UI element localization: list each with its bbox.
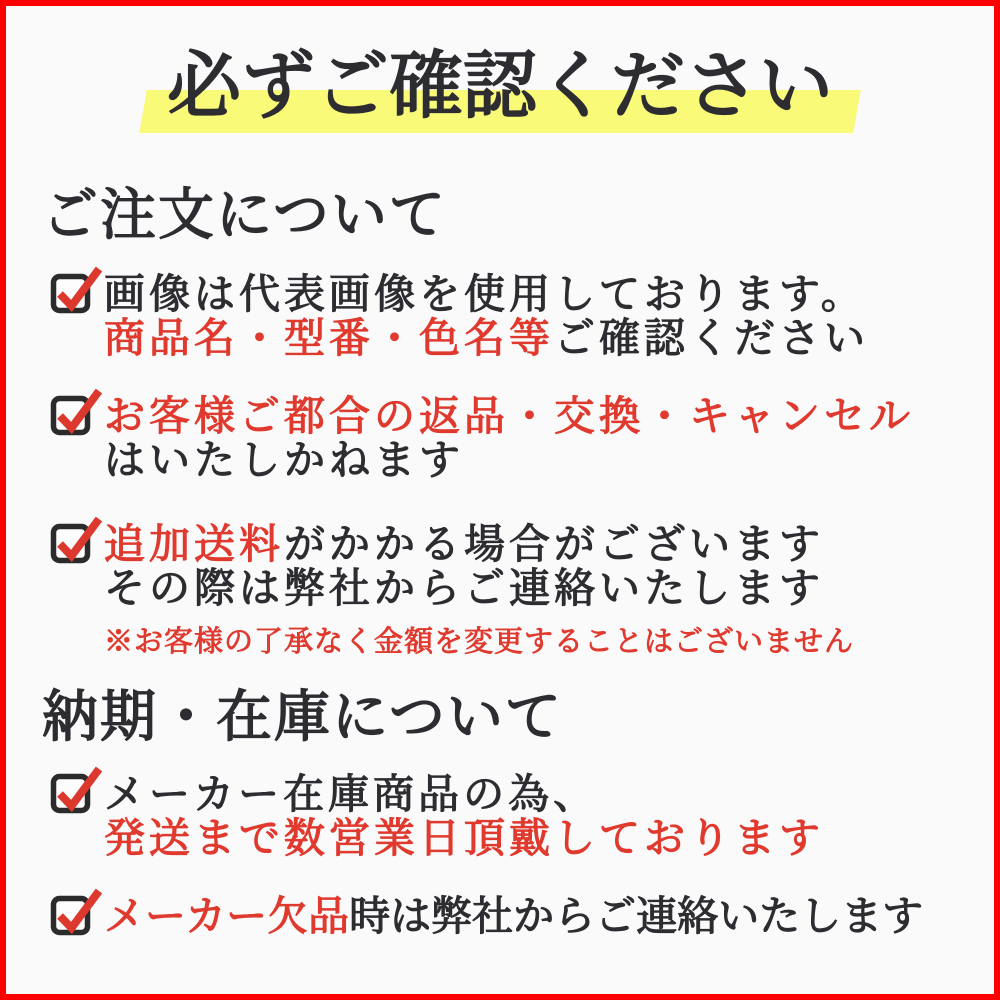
text-segment: はいたしかねます: [104, 436, 464, 484]
text-segment: ご確認ください: [554, 314, 869, 362]
item-line: [104, 316, 869, 360]
checkbox-checked-icon: [50, 763, 102, 815]
text-segment: 時は弊社からご連絡いたします: [349, 892, 924, 940]
item-line: [104, 394, 914, 438]
checkbox-checked-icon: [50, 513, 102, 565]
note-text: ※お客様の了承なく金額を変更することはございません: [104, 624, 855, 658]
item-line: [104, 272, 869, 316]
page-title: 必ずご確認ください: [167, 43, 833, 129]
item-line: [104, 438, 914, 482]
text-segment: がかかる場合がございます: [284, 520, 824, 568]
checkbox-checked-icon: [50, 263, 102, 315]
text-segment: 画像は代表画像を使用しております。: [104, 270, 866, 318]
checklist-item: [6, 394, 994, 482]
item-text: [104, 772, 824, 860]
section-heading: 納期・在庫について: [42, 684, 563, 750]
text-segment: その際は弊社からご連絡いたします: [104, 564, 824, 612]
item-text: [104, 522, 854, 658]
section-order: [6, 184, 994, 658]
item-line: [104, 522, 854, 566]
item-text: [104, 272, 869, 360]
item-line: [104, 894, 923, 938]
item-line: [104, 566, 854, 610]
text-segment: 発送まで数営業日頂戴しております: [104, 814, 824, 862]
text-segment: メーカー欠品: [104, 892, 350, 940]
item-text: [104, 394, 914, 482]
section-delivery-stock: [6, 686, 994, 938]
text-segment: お客様ご都合の返品・交換・キャンセル: [104, 392, 914, 440]
page-title-block: [6, 40, 994, 132]
checkbox-checked-icon: [50, 385, 102, 437]
checkbox-checked-icon: [50, 885, 102, 937]
item-line: [104, 816, 824, 860]
text-segment: 商品名・型番・色名等: [104, 314, 554, 362]
checklist-item: [6, 772, 994, 860]
item-text: [104, 894, 923, 938]
checklist-item: [6, 522, 994, 658]
checklist-item: [6, 272, 994, 360]
checklist-item: [6, 894, 994, 938]
text-segment: 追加送料: [104, 520, 284, 568]
text-segment: メーカー在庫商品の為、: [104, 770, 599, 818]
item-line: [104, 772, 824, 816]
section-heading: ご注文について: [42, 182, 447, 248]
